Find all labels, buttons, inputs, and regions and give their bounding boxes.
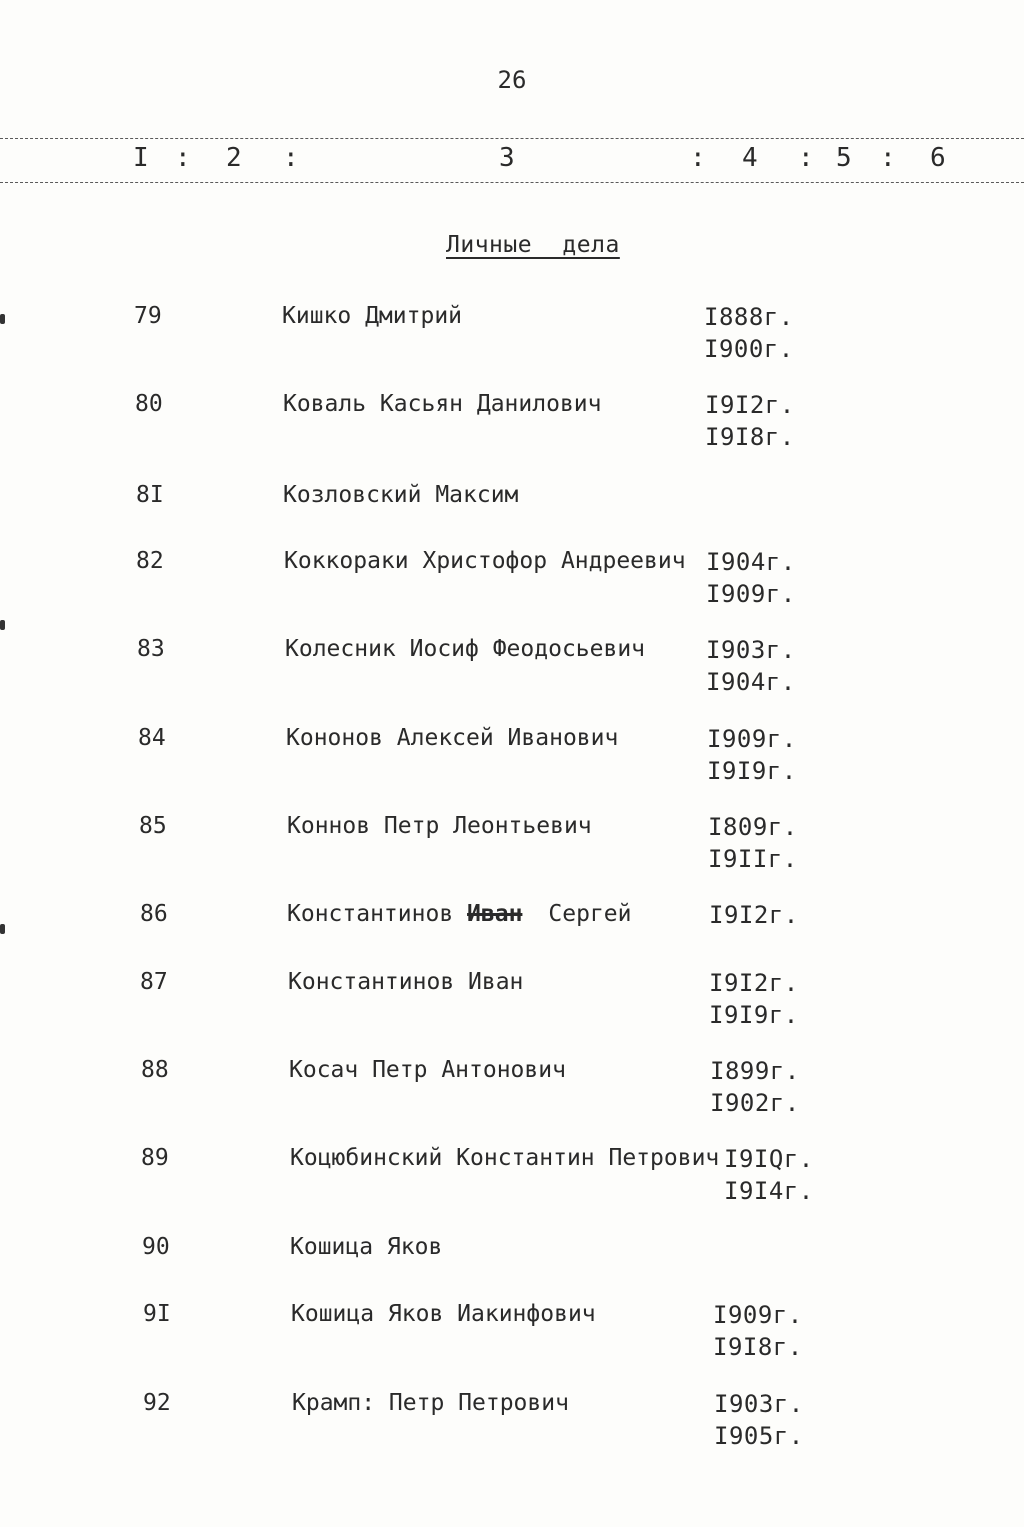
entry-number: 86 [140,901,168,927]
entry-year-end: I9I9г. [707,757,797,785]
list-item [0,636,1024,716]
entry-name: Коннов Петр Леонтьевич [287,813,592,839]
entry-year-end: I904г. [706,668,796,696]
entry-name: Косач Петр Антонович [289,1057,566,1083]
entry-name-part: Константинов [287,901,454,927]
entry-number: 87 [140,969,168,995]
entry-year-end: I9I4г. [724,1177,814,1205]
column-separator: : [880,143,896,173]
entry-number: 92 [143,1390,171,1416]
entry-name: Коцюбинский Константин Петрович [290,1145,720,1171]
entry-number: 79 [134,303,162,329]
entry-year-start: I909г. [713,1301,803,1329]
column-separator: : [690,143,706,173]
entry-year-end: I909г. [706,580,796,608]
list-item [0,725,1024,805]
column-header-5: 5 [836,143,852,173]
entry-name: Кошица Яков [290,1234,443,1260]
column-header-4: 4 [742,143,758,173]
entry-year-end: I905г. [714,1422,804,1450]
entry-number: 80 [135,391,163,417]
entry-year-end: I9I9г. [709,1001,799,1029]
list-item [0,548,1024,628]
section-title: Личные дела [446,232,620,258]
column-separator: : [175,143,191,173]
list-item [0,391,1024,471]
entry-year-end: I902г. [710,1089,800,1117]
entry-year-end: I900г. [704,335,794,363]
column-header-2: 2 [226,143,242,173]
entry-year-start: I9I2г. [709,901,799,929]
entry-year-end: I9I8г. [713,1333,803,1361]
entry-year-start: I9IQг. [724,1145,814,1173]
entry-name: Козловский Максим [283,482,519,508]
entry-year-start: I903г. [714,1390,804,1418]
column-header-1: I [133,143,149,173]
entry-name: Кононов Алексей Иванович [286,725,619,751]
entry-year-start: I909г. [707,725,797,753]
entry-year-start: I903г. [706,636,796,664]
list-item [0,969,1024,1049]
header-rule-bottom [0,182,1024,183]
entry-name [287,901,632,927]
entry-number: 82 [136,548,164,574]
entry-year-start: I809г. [708,813,798,841]
entry-name: Кошица Яков Иакинфович [291,1301,596,1327]
column-header-6: 6 [930,143,946,173]
entry-number: 8I [136,482,164,508]
entry-number: 84 [138,725,166,751]
entry-name: Кишко Дмитрий [282,303,463,329]
entry-name: Крамп: Петр Петрович [292,1390,569,1416]
list-item [0,1057,1024,1137]
header-rule-top [0,138,1024,139]
entry-year-end: I9I8г. [705,423,795,451]
entry-year-start: I904г. [706,548,796,576]
entry-year-start: I9I2г. [709,969,799,997]
column-separator: : [798,143,814,173]
entry-name-part: Сергей [548,901,632,927]
list-item [0,1301,1024,1381]
page-number: 26 [497,66,527,94]
entry-year-end: I9IIг. [708,845,798,873]
list-item [0,1145,1024,1225]
entry-number: 85 [139,813,167,839]
struck-out-text: Иван [467,901,523,927]
list-item [0,1390,1024,1470]
entry-number: 9I [143,1301,171,1327]
entry-number: 83 [137,636,165,662]
list-item [0,303,1024,383]
entry-number: 90 [142,1234,170,1260]
entry-number: 88 [141,1057,169,1083]
entry-number: 89 [141,1145,169,1171]
column-header-3: 3 [499,143,515,173]
entry-year-start: I9I2г. [705,391,795,419]
list-item [0,813,1024,893]
entry-year-start: I888г. [704,303,794,331]
entry-name: Константинов Иван [288,969,524,995]
entry-name: Коккораки Христофор Андреевич [284,548,686,574]
entry-year-start: I899г. [710,1057,800,1085]
entry-name: Колесник Иосиф Феодосьевич [285,636,646,662]
entry-name: Коваль Касьян Данилович [283,391,602,417]
column-separator: : [283,143,299,173]
